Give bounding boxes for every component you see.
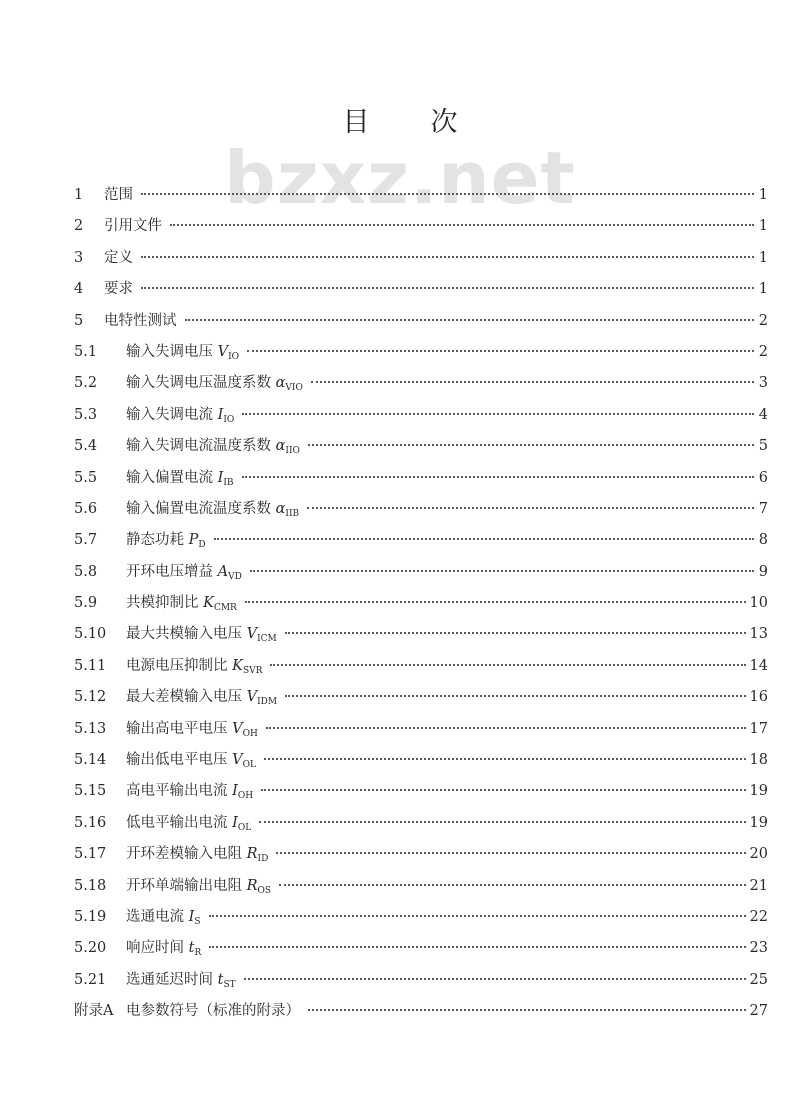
toc-entry-page: 19 (749, 814, 768, 831)
toc-entry-page: 7 (758, 500, 768, 517)
toc-entry-label (104, 246, 137, 267)
symbol-letter: I (232, 783, 238, 800)
toc-entry-title: 输入失调电压温度系数 (126, 375, 271, 392)
toc-entry-symbol (188, 940, 202, 959)
toc-entry-label (126, 936, 205, 958)
symbol-letter: V (232, 752, 243, 769)
toc-entry-number: 5.17 (74, 846, 107, 863)
toc-entry[interactable] (74, 654, 768, 685)
toc-entry-number: 5.2 (74, 375, 98, 392)
toc-entry-number: 5.3 (74, 406, 98, 423)
toc-entry[interactable] (74, 968, 768, 999)
toc-entry-symbol (218, 407, 235, 423)
symbol-subscript: IDM (257, 697, 278, 708)
toc-entry-page: 1 (758, 249, 768, 266)
toc-entry[interactable] (74, 685, 768, 716)
dot-leader (209, 915, 746, 917)
dot-leader (307, 507, 754, 509)
toc-entry-symbol (246, 689, 278, 708)
toc-entry-symbol (276, 501, 300, 517)
toc-entry-title: 选通电流 (126, 908, 184, 925)
toc-entry-symbol (246, 626, 277, 645)
dot-leader (266, 727, 746, 729)
symbol-letter: V (246, 626, 258, 643)
toc-entry-number: 附录A (74, 1003, 114, 1020)
toc-entry-symbol (232, 815, 251, 831)
toc-entry[interactable] (74, 748, 768, 779)
toc-entry-page: 4 (758, 406, 768, 423)
toc-entry-number: 5.14 (74, 752, 107, 769)
toc-entry-label (104, 214, 166, 235)
toc-entry[interactable] (74, 779, 768, 810)
toc-entry[interactable] (74, 528, 768, 559)
dot-leader (214, 538, 754, 540)
toc-entry-page: 1 (758, 281, 768, 298)
symbol-letter: t (188, 940, 195, 957)
toc-entry-label (126, 811, 255, 833)
toc-entry[interactable] (74, 622, 768, 653)
toc-entry-page: 2 (758, 312, 768, 329)
toc-entry-number: 5.13 (74, 720, 107, 737)
toc-entry-page: 16 (749, 689, 768, 706)
toc-entry[interactable] (74, 309, 768, 340)
page-title (0, 100, 800, 139)
symbol-subscript: IB (223, 477, 234, 488)
toc-entry-number: 5.15 (74, 783, 107, 800)
symbol-letter: I (188, 908, 195, 925)
toc-entry-title: 静态功耗 (126, 532, 184, 549)
toc-entry-title: 开环差模输入电阻 (126, 846, 242, 863)
dot-leader (261, 789, 745, 791)
dot-leader (170, 224, 754, 226)
symbol-letter: R (246, 877, 258, 894)
dot-leader (285, 695, 745, 697)
toc-entry-title: 电特性测试 (104, 312, 177, 329)
dot-leader (245, 601, 746, 603)
symbol-subscript: VD (228, 571, 242, 582)
symbol-subscript: ICM (257, 634, 277, 645)
toc-entry-title: 低电平输出电流 (126, 814, 228, 831)
toc-entry-title: 定义 (104, 249, 133, 266)
toc-entry-label (126, 528, 210, 550)
dot-leader (242, 413, 754, 415)
toc-entry-title: 要求 (104, 281, 133, 298)
symbol-subscript: SVR (242, 665, 263, 676)
toc-entry-page: 25 (749, 971, 768, 988)
toc-entry-number: 5.21 (74, 971, 107, 988)
symbol-subscript: D (198, 540, 206, 551)
toc-entry-page: 5 (758, 438, 768, 455)
symbol-letter: V (217, 343, 229, 360)
toc-entry[interactable] (74, 905, 768, 936)
toc-entry[interactable] (74, 999, 768, 1030)
toc-entry-title: 输入偏置电流 (126, 469, 213, 486)
symbol-letter: α (275, 500, 286, 517)
dot-leader (209, 946, 745, 948)
toc-entry-number: 5.8 (74, 563, 98, 580)
toc-entry-label (126, 968, 240, 990)
toc-entry-label (126, 842, 272, 864)
toc-entry-title: 开环单端输出电阻 (126, 877, 242, 894)
symbol-subscript: OL (242, 760, 256, 771)
symbol-letter: V (246, 689, 258, 706)
symbol-letter: P (188, 532, 199, 549)
toc-entry-number: 4 (74, 281, 84, 298)
symbol-subscript: OH (237, 791, 254, 802)
dot-leader (308, 444, 754, 446)
toc-entry[interactable] (74, 214, 768, 245)
toc-entry[interactable] (74, 842, 768, 873)
toc-entry-label (126, 999, 304, 1020)
dot-leader (244, 978, 746, 980)
toc-entry-title: 输出高电平电压 (126, 720, 228, 737)
dot-leader (311, 381, 754, 383)
toc-entry-page: 13 (749, 626, 768, 643)
watermark: bzxz.net (224, 136, 576, 220)
toc-entry[interactable] (74, 277, 768, 308)
toc-entry-title: 响应时间 (126, 940, 184, 957)
dot-leader (270, 664, 745, 666)
toc-entry-label (126, 748, 260, 770)
dot-leader (141, 256, 754, 258)
toc-entry-title: 最大差模输入电压 (126, 689, 242, 706)
toc-entry-symbol (188, 532, 206, 551)
table-of-contents (74, 183, 768, 1031)
toc-entry-title: 最大共模输入电压 (126, 626, 242, 643)
toc-entry[interactable] (74, 246, 768, 277)
toc-entry-number: 5.12 (74, 689, 107, 706)
symbol-letter: I (232, 814, 238, 831)
toc-entry-symbol (189, 909, 201, 925)
dot-leader (308, 1009, 746, 1011)
toc-entry-number: 5.10 (74, 626, 107, 643)
toc-entry-number: 5.11 (74, 657, 107, 674)
toc-entry-page: 1 (758, 218, 768, 235)
symbol-subscript: VIO (285, 383, 303, 394)
toc-entry-symbol (275, 438, 300, 457)
toc-entry-number: 5.6 (74, 500, 98, 517)
toc-entry-symbol (218, 344, 239, 360)
toc-entry-label (126, 403, 238, 425)
toc-entry-title: 电参数符号（标准的附录） (126, 1003, 300, 1020)
toc-entry-page: 27 (749, 1003, 768, 1020)
toc-entry-label (126, 434, 304, 456)
toc-entry-label (126, 466, 238, 488)
toc-entry-symbol (232, 658, 262, 674)
toc-entry-title: 输出低电平电压 (126, 752, 228, 769)
toc-entry-number: 3 (74, 249, 84, 266)
toc-entry-page: 17 (749, 720, 768, 737)
dot-leader (259, 821, 745, 823)
toc-entry-label (126, 622, 281, 644)
symbol-letter: K (203, 595, 214, 612)
toc-entry-symbol (203, 595, 237, 614)
toc-entry-symbol (232, 752, 256, 771)
toc-entry-title: 输入偏置电流温度系数 (126, 500, 271, 517)
toc-entry-label (126, 779, 257, 801)
toc-entry-number: 5.19 (74, 908, 107, 925)
dot-leader (242, 476, 754, 478)
toc-entry[interactable] (74, 874, 768, 905)
toc-entry[interactable] (74, 936, 768, 967)
toc-entry-label (126, 560, 246, 582)
toc-entry-page: 20 (749, 846, 768, 863)
toc-entry[interactable] (74, 340, 768, 371)
dot-leader (185, 319, 755, 321)
toc-entry-page: 2 (758, 343, 768, 360)
dot-leader (279, 884, 745, 886)
toc-entry-label (126, 717, 262, 739)
symbol-subscript: R (194, 948, 202, 959)
toc-entry-title: 输入失调电压 (126, 343, 213, 360)
toc-entry-number: 5 (74, 312, 84, 329)
toc-entry-page: 1 (758, 187, 768, 203)
symbol-letter: α (275, 438, 286, 455)
toc-entry[interactable] (74, 403, 768, 434)
symbol-subscript: OS (257, 885, 272, 896)
dot-leader (264, 758, 746, 760)
toc-entry-number: 5.16 (74, 814, 107, 831)
symbol-subscript: IO (228, 351, 240, 362)
dot-leader (141, 193, 754, 195)
symbol-subscript: ID (257, 854, 269, 865)
dot-leader (285, 632, 746, 634)
dot-leader (141, 287, 754, 289)
toc-entry-title: 高电平输出电流 (126, 783, 228, 800)
toc-entry-page: 6 (758, 469, 768, 486)
toc-entry-number: 1 (74, 187, 84, 203)
toc-entry-label (104, 277, 137, 298)
toc-entry-label (126, 591, 241, 613)
toc-entry-symbol (218, 972, 236, 988)
toc-entry[interactable] (74, 434, 768, 465)
toc-entry-number: 5.1 (74, 343, 98, 360)
toc-entry-title: 输入失调电流温度系数 (126, 438, 271, 455)
symbol-subscript: OL (237, 822, 252, 833)
symbol-letter: I (217, 469, 224, 486)
toc-entry-page: 3 (758, 375, 768, 392)
toc-entry-page: 8 (758, 532, 768, 549)
toc-entry[interactable] (74, 811, 768, 842)
symbol-subscript: S (194, 916, 201, 927)
toc-entry[interactable] (74, 717, 768, 748)
symbol-letter: α (275, 375, 286, 392)
toc-entry[interactable] (74, 591, 768, 622)
toc-entry-title: 范围 (104, 187, 133, 203)
toc-entry[interactable] (74, 466, 768, 497)
symbol-subscript: CMR (213, 603, 237, 614)
toc-entry-label (104, 183, 137, 204)
toc-entry-label (126, 654, 266, 676)
symbol-letter: K (232, 657, 243, 674)
toc-entry[interactable] (74, 371, 768, 402)
symbol-letter: V (232, 720, 243, 737)
toc-entry-symbol (247, 878, 271, 894)
dot-leader (276, 852, 745, 854)
toc-entry-label (126, 497, 303, 519)
toc-entry-number: 5.9 (74, 595, 98, 612)
toc-entry-title: 开环电压增益 (126, 563, 213, 580)
dot-leader (250, 570, 754, 572)
toc-entry[interactable] (74, 560, 768, 591)
toc-entry-symbol (232, 783, 254, 802)
symbol-subscript: IO (223, 414, 235, 425)
toc-entry-symbol (246, 846, 269, 865)
toc-entry-symbol (218, 470, 234, 486)
toc-entry[interactable] (74, 497, 768, 528)
toc-entry-number: 2 (74, 218, 84, 235)
toc-entry-page: 19 (749, 783, 768, 800)
dot-leader (247, 350, 754, 352)
toc-entry-number: 5.18 (74, 877, 107, 894)
toc-entry-number: 5.4 (74, 438, 98, 455)
symbol-letter: I (217, 406, 224, 423)
title-char-2: 次 (430, 107, 458, 138)
toc-entry-page: 21 (749, 877, 768, 894)
toc-entry-symbol (218, 564, 242, 580)
toc-entry-page: 10 (749, 595, 768, 612)
toc-entry-title: 输入失调电流 (126, 406, 213, 423)
toc-entry-number: 5.20 (74, 940, 107, 957)
toc-entry-number: 5.5 (74, 469, 98, 486)
toc-entry-page: 22 (749, 908, 768, 925)
toc-entry[interactable] (74, 183, 768, 214)
toc-entry-title: 电源电压抑制比 (126, 657, 228, 674)
symbol-letter: R (246, 846, 258, 863)
toc-entry-symbol (232, 721, 258, 737)
toc-entry-title: 引用文件 (104, 218, 162, 235)
symbol-letter: t (217, 971, 224, 988)
toc-entry-page: 9 (758, 563, 768, 580)
symbol-subscript: IIO (285, 446, 300, 457)
symbol-subscript: OH (242, 728, 258, 739)
toc-entry-title: 共模抑制比 (126, 595, 199, 612)
toc-entry-label (126, 905, 205, 927)
title-char-1: 目 (342, 107, 370, 138)
toc-entry-label (126, 874, 275, 896)
toc-entry-page: 14 (749, 657, 768, 674)
toc-entry-page: 18 (749, 752, 768, 769)
toc-entry-label (126, 340, 243, 362)
symbol-subscript: ST (223, 979, 236, 990)
toc-entry-label (126, 371, 307, 393)
toc-entry-label (104, 309, 181, 330)
toc-entry-title: 选通延迟时间 (126, 971, 213, 988)
toc-entry-page: 23 (749, 940, 768, 957)
symbol-letter: A (217, 563, 229, 580)
symbol-subscript: IIB (285, 508, 300, 519)
toc-entry-number: 5.7 (74, 532, 98, 549)
toc-entry-label (126, 685, 281, 707)
toc-entry-symbol (275, 375, 303, 394)
